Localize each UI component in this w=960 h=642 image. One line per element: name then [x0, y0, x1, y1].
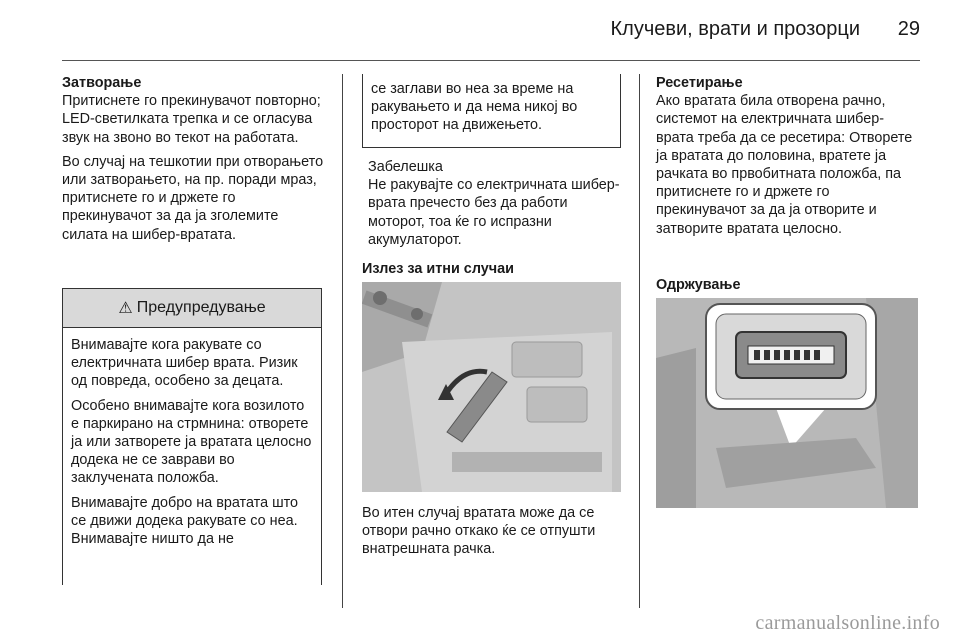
emergency-text-block: [362, 504, 624, 565]
column-divider-1: [342, 74, 343, 608]
page-number: 29: [897, 18, 920, 40]
header-divider: [62, 60, 920, 61]
maintenance-block: [656, 276, 920, 294]
right-column: [656, 74, 920, 244]
difficulty-paragraph: Во случај на тешкотии при отворањето или затворањето, на пр. поради мраз, притиснете го и држете го прекинувачот за да ја зголемите силата на шибер-вратата.: [62, 153, 324, 243]
warning-triangle-icon: ⚠: [118, 300, 133, 317]
emergency-handle-illustration: [362, 282, 621, 492]
reset-heading: Ресетирање: [656, 75, 743, 91]
page-header-title: Клучеви, врати и прозорци: [610, 18, 860, 40]
warning-paragraph-3: Внимавајте добро на вратата што се движи додека ракувате со неа. Внимавајте ништо да не: [71, 494, 299, 548]
maintenance-heading: Одржување: [656, 277, 741, 293]
closing-paragraph: Притиснете го прекинувачот повторно; LED-светилката трепка и се огласува звук на звоно во текот на работата.: [62, 93, 321, 146]
watermark: carmanualsonline.info: [755, 612, 940, 634]
warning-continued-box: се заглави во неа за време на ракувањето и да нема никој во просторот на движењето.: [362, 74, 621, 148]
column-divider-2: [639, 74, 640, 608]
door-rail-drawing: [656, 298, 918, 508]
closing-heading: Затворање: [62, 75, 142, 91]
warning-body: [63, 328, 321, 548]
emergency-handle-drawing: [362, 282, 621, 492]
emergency-heading: Излез за итни случаи: [362, 261, 514, 277]
reset-text: Ако вратата била отворена рачно, системот на електричната шибер-врата треба да се ресетира: Отворете ја вратата до половина, вратете ја рачката во првобитната положба, па притиснете го и држете го прекинувачот за да ја отворите и затворите вратата целосно.: [656, 93, 913, 237]
warning-title: Предупредување: [136, 299, 266, 316]
emergency-text: Во итен случај вратата може да се отвори рачно откако ќе се отпушти внатрешната рачка.: [362, 505, 596, 558]
emergency-heading-block: [362, 260, 624, 278]
warning-paragraph-1: Внимавајте кога ракувате со електричната шибер врата. Ризик од повреда, особено за децата.: [71, 337, 298, 390]
left-column: [62, 74, 324, 250]
warning-paragraph-2: Особено внимавајте кога возилото е паркирано на стрмнина: отворете ја или затворете ја вратата целосно додека не се заврави во заклучената положба.: [71, 397, 312, 487]
door-rail-illustration: [656, 298, 918, 508]
note-text: Не ракувајте со електричната шибер-врата пречесто без да работи моторот, тоа ќе го испразни акумулаторот.: [368, 177, 620, 248]
note-heading: Забелешка: [368, 159, 443, 175]
note-block: [368, 158, 624, 255]
warning-header: [63, 288, 321, 328]
warning-box: [62, 288, 322, 585]
